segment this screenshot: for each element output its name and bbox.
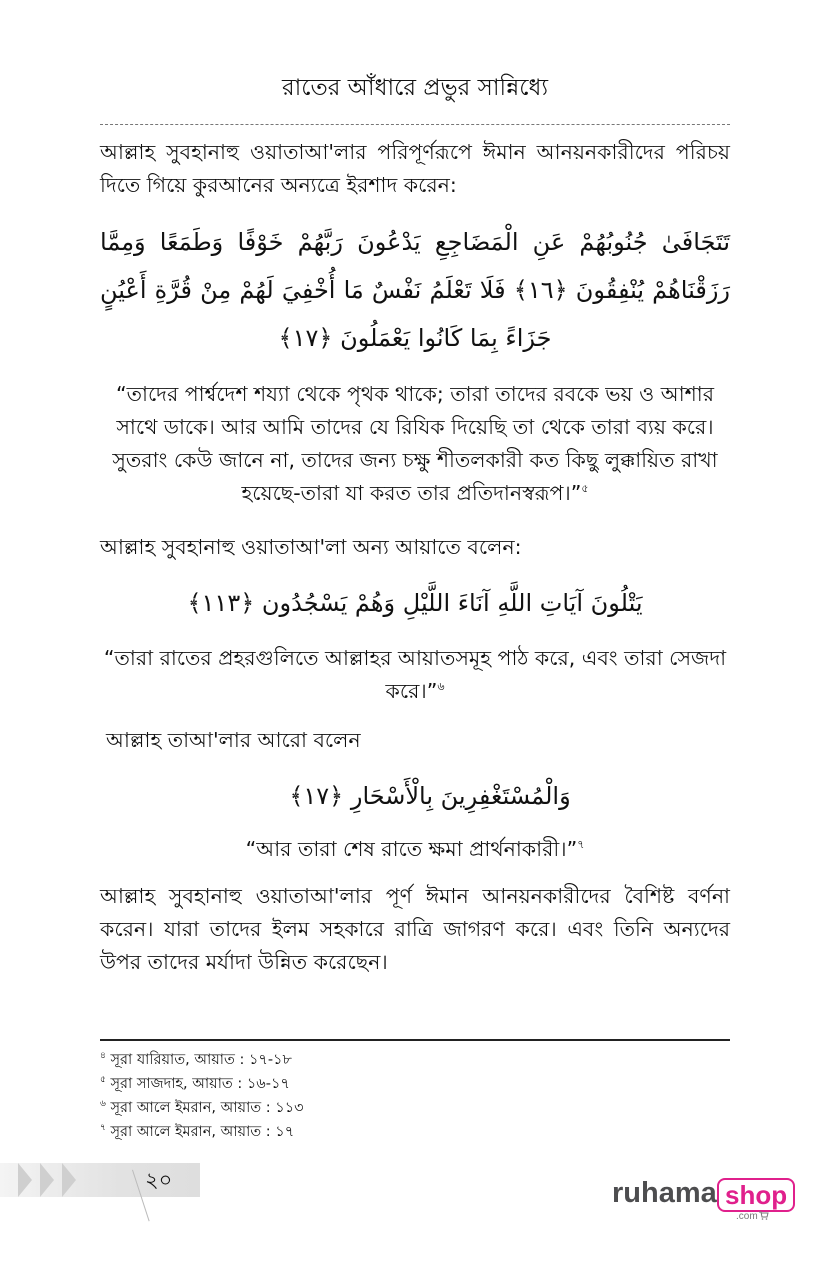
footnote-text: সূরা আলে ইমরান, আয়াত : ১১৩	[110, 1100, 304, 1116]
shopping-cart-icon	[759, 1211, 769, 1220]
translation-as-sajdah	[100, 378, 730, 510]
arabic-verse-as-sajdah: تَتَجَافَىٰ جُنُوبُهُمْ عَنِ الْمَضَاجِعِ يَدْعُونَ رَبَّهُمْ خَوْفًا وَطَمَعًا وَمِمَّا رَزَقْنَاهُمْ يُنْفِقُونَ ﴿١٦﴾ فَلَا تَعْلَمُ نَفْسٌ مَا أُخْفِيَ لَهُمْ مِنْ قُرَّةِ أَعْيُنٍ جَزَاءً بِمَا كَانُوا يَعْمَلُونَ ﴿١٧﴾	[100, 228, 731, 352]
logo-shop-badge: shop	[717, 1178, 795, 1212]
header-divider	[100, 124, 730, 125]
ruhama-shop-logo	[612, 1175, 788, 1222]
translation-text: “আর তারা শেষ রাতে ক্ষমা প্রার্থনাকারী।”	[245, 837, 578, 861]
footnotes	[100, 1048, 500, 1144]
footnote-item	[100, 1048, 500, 1072]
footnote-text: সূরা সাজদাহ, আয়াত : ১৬-১৭	[110, 1076, 290, 1092]
footnote-text: সূরা আলে ইমরান, আয়াত : ১৭	[110, 1124, 295, 1140]
intro-third-verse: আল্লাহ তাআ'লার আরো বলেন	[106, 728, 361, 752]
running-title: রাতের আঁধারে প্রভুর সান্নিধ্যে	[281, 75, 549, 101]
arabic-verse-al-imran-113: يَتْلُونَ آيَاتِ اللَّهِ آنَاءَ اللَّيْلِ وَهُمْ يَسْجُدُون ﴿١١٣﴾	[187, 589, 643, 617]
translation-al-imran-113	[100, 642, 730, 708]
footnote-ref: ৫	[581, 482, 589, 496]
tab-decoration	[62, 1163, 76, 1197]
footnote-ref: ৬	[437, 680, 445, 694]
footnote-number: ৭	[100, 1123, 106, 1134]
translation-text: “তারা রাতের প্রহরগুলিতে আল্লাহর আয়াতসমূহ পাঠ করে, এবং তারা সেজদা করে।”	[103, 646, 727, 703]
logo-word: ruhama	[612, 1177, 717, 1209]
footnote-item	[100, 1120, 500, 1144]
footnote-number: ৪	[100, 1051, 106, 1062]
footnote-item	[100, 1072, 500, 1096]
closing-paragraph: আল্লাহ সুবহানাহু ওয়াতাআ'লার পূর্ণ ঈমান আনয়নকারীদের বৈশিষ্ট বর্ণনা করেন। যারা তাদের ইলম সহকারে রাত্রি জাগরণ করে। এবং তিনি অন্যদের উপর তাদের মর্যাদা উন্নিত করেছেন।	[100, 884, 730, 974]
footnote-number: ৫	[100, 1075, 106, 1086]
translation-text: “তাদের পার্শ্বদেশ শয্যা থেকে পৃথক থাকে; তারা তাদের রবকে ভয় ও আশার সাথে ডাকে। আর আমি তাদের যে রিযিক দিয়েছি তা থেকে তারা ব্যয় করে। সুতরাং কেউ জানে না, তাদের জন্য চক্ষু শীতলকারী কত কিছু লুক্কায়িত রাখা হয়েছে-তারা যা করত তার প্রতিদানস্বরূপ।”	[112, 382, 718, 505]
intro-paragraph: আল্লাহ সুবহানাহু ওয়াতাআ'লার পরিপূর্ণরূপে ঈমান আনয়নকারীদের পরিচয় দিতে গিয়ে কুরআনের অন্যত্রে ইরশাদ করেন:	[100, 140, 730, 197]
footnote-ref: ৭	[577, 838, 585, 852]
tab-decoration	[18, 1163, 32, 1197]
page-number: ২০	[145, 1168, 173, 1192]
tab-decoration	[40, 1163, 54, 1197]
footnote-number: ৬	[100, 1099, 106, 1110]
intro-second-verse: আল্লাহ সুবহানাহু ওয়াতাআ'লা অন্য আয়াতে বলেন:	[100, 535, 522, 559]
logo-suffix-text: .com	[736, 1211, 758, 1222]
arabic-verse-al-imran-17: وَالْمُسْتَغْفِرِينَ بِالْأَسْحَارِ ﴿١٧﴾	[289, 782, 571, 810]
footnote-text: সূরা যারিয়াত, আয়াত : ১৭-১৮	[110, 1052, 292, 1068]
footnote-divider	[100, 1039, 730, 1041]
footnote-item	[100, 1096, 500, 1120]
logo-suffix	[736, 1211, 769, 1223]
translation-al-imran-17	[100, 833, 730, 866]
